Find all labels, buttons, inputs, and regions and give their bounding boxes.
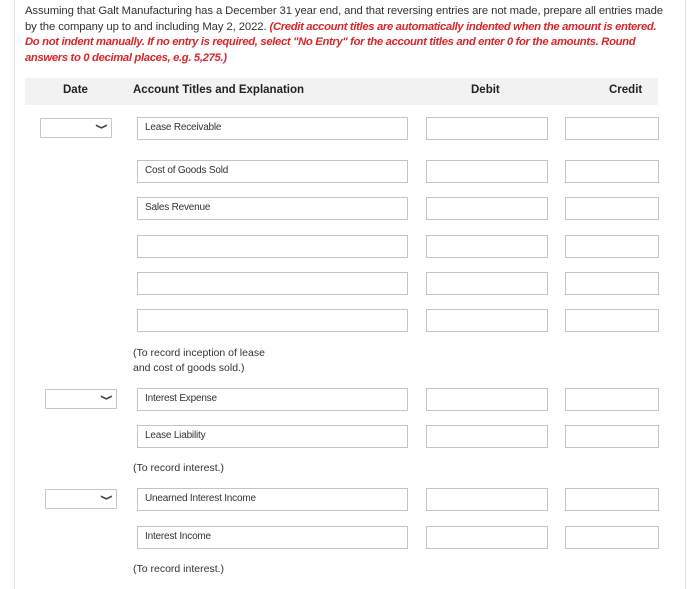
account-input-1-1[interactable]: Lease Receivable: [137, 117, 408, 140]
account-input-2-2[interactable]: Lease Liability: [137, 425, 408, 448]
debit-input-3-1[interactable]: [426, 488, 548, 511]
header-account: Account Titles and Explanation: [133, 84, 305, 96]
debit-input-2-2[interactable]: [426, 425, 548, 448]
header-credit: Credit: [609, 84, 643, 96]
account-input-1-3[interactable]: Sales Revenue: [137, 197, 408, 220]
chevron-down-icon: ❯: [94, 123, 107, 130]
account-input-1-2[interactable]: Cost of Goods Sold: [137, 160, 408, 183]
debit-input-3-2[interactable]: [426, 526, 548, 549]
account-input-1-5[interactable]: [137, 272, 408, 295]
chevron-down-icon: ❯: [99, 494, 112, 501]
entry-note-2: (To record interest.): [133, 462, 225, 474]
entry-note-1-line1: (To record inception of lease: [133, 347, 265, 359]
debit-input-1-3[interactable]: [426, 197, 548, 220]
account-input-3-1[interactable]: Unearned Interest Income: [137, 488, 408, 511]
credit-input-1-4[interactable]: [565, 235, 659, 258]
entry-note-1-line2: and cost of goods sold.): [133, 362, 245, 374]
date-select-1[interactable]: [40, 118, 112, 138]
credit-input-1-1[interactable]: [565, 117, 659, 140]
debit-input-2-1[interactable]: [426, 388, 548, 411]
credit-input-2-1[interactable]: [565, 388, 659, 411]
table-header: [25, 78, 658, 105]
entry-note-3: (To record interest.): [133, 563, 225, 575]
debit-input-1-6[interactable]: [426, 309, 548, 332]
debit-input-1-1[interactable]: [426, 117, 548, 140]
instructions: [25, 4, 665, 66]
credit-input-1-6[interactable]: [565, 309, 659, 332]
entry-note-1: [133, 346, 265, 376]
debit-input-1-2[interactable]: [426, 160, 548, 183]
debit-input-1-4[interactable]: [426, 235, 548, 258]
credit-input-1-3[interactable]: [565, 197, 659, 220]
account-input-1-4[interactable]: [137, 235, 408, 258]
account-input-2-1[interactable]: Interest Expense: [137, 388, 408, 411]
account-input-3-2[interactable]: Interest Income: [137, 526, 408, 549]
header-date: Date: [63, 84, 88, 96]
credit-input-3-1[interactable]: [565, 488, 659, 511]
credit-input-3-2[interactable]: [565, 526, 659, 549]
credit-input-1-5[interactable]: [565, 272, 659, 295]
instructions-note: (Credit account titles are automatically indented when the amount is entered. Do not indent manually. If no entry is required, select "No Entry" for the account titles and enter 0 for the amounts. Round answers to 0 decimal places, e.g. 5,275.): [25, 20, 657, 64]
credit-input-1-2[interactable]: [565, 160, 659, 183]
debit-input-1-5[interactable]: [426, 272, 548, 295]
date-select-2[interactable]: [45, 389, 117, 409]
instructions-text: Assuming that Galt Manufacturing has a December 31 year end, and that reversing entries are not made, prepare all entries made by the company up to and including May 2, 2022.: [25, 5, 663, 33]
chevron-down-icon: ❯: [99, 394, 112, 401]
credit-input-2-2[interactable]: [565, 425, 659, 448]
date-select-3[interactable]: [45, 489, 117, 509]
header-debit: Debit: [471, 84, 500, 96]
account-input-1-6[interactable]: [137, 309, 408, 332]
